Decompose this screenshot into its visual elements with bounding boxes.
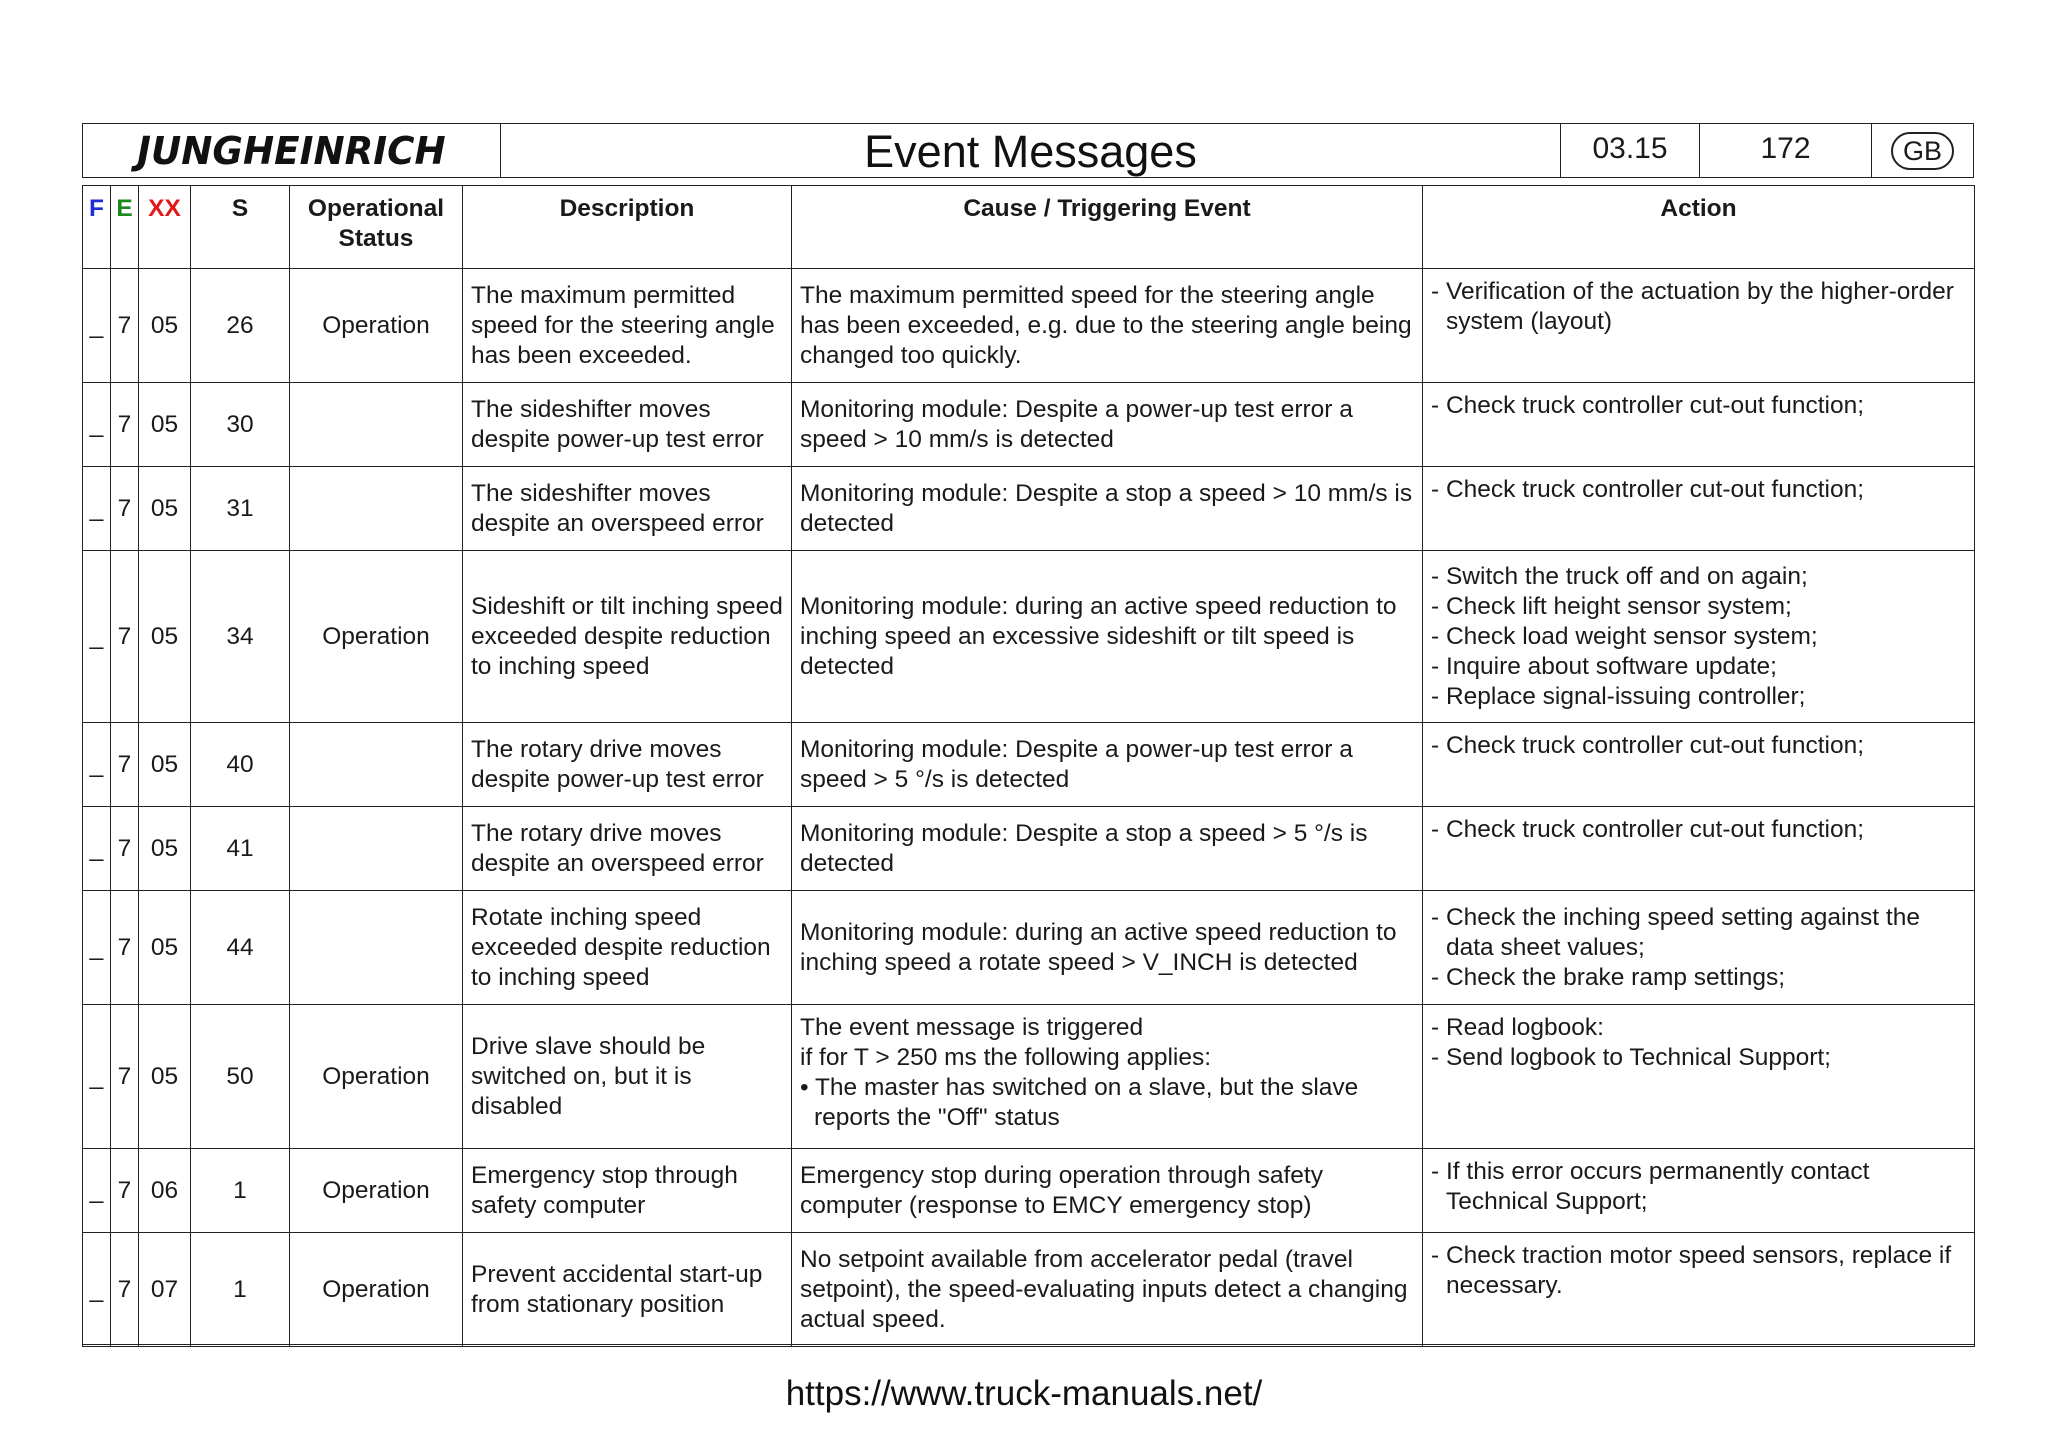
cell-xx: 05	[139, 467, 191, 551]
action-item: - Inquire about software update;	[1431, 652, 1777, 680]
cell-action	[1423, 1005, 1975, 1149]
table-row	[83, 1233, 1975, 1347]
table-row	[83, 383, 1975, 467]
cell-operational-status: Operation	[290, 551, 463, 723]
cell-cause: Monitoring module: Despite a stop a speed > 10 mm/s is detected	[792, 467, 1423, 551]
cell-cause: Monitoring module: Despite a stop a speed > 5 °/s is detected	[792, 807, 1423, 891]
action-item: - Check load weight sensor system;	[1431, 622, 1818, 650]
action-list	[1431, 391, 1966, 421]
cell-operational-status: Operation	[290, 1005, 463, 1149]
cell-f: _	[83, 723, 111, 807]
action-item: - Verification of the actuation by the higher-order system (layout)	[1431, 278, 1954, 335]
cell-description: The sideshifter moves despite power-up test error	[463, 383, 792, 467]
cell-e: 7	[111, 891, 139, 1005]
cell-e: 7	[111, 1149, 139, 1233]
column-header-s: S	[191, 186, 290, 269]
cell-e: 7	[111, 1233, 139, 1347]
cell-description: The sideshifter moves despite an overspeed error	[463, 467, 792, 551]
cell-operational-status: Operation	[290, 269, 463, 383]
action-item: - Check traction motor speed sensors, replace if necessary.	[1431, 1242, 1952, 1299]
table-row	[83, 467, 1975, 551]
column-header-operational-status: Operational Status	[290, 186, 463, 269]
logo-text: JUNGHEINRICH	[137, 128, 446, 173]
column-header-cause: Cause / Triggering Event	[792, 186, 1423, 269]
column-header-f: F	[83, 186, 111, 269]
cell-action	[1423, 891, 1975, 1005]
cell-cause: Monitoring module: during an active speed reduction to inching speed an excessive sideshift or tilt speed is detected	[792, 551, 1423, 723]
table-row	[83, 891, 1975, 1005]
cell-operational-status: Operation	[290, 1233, 463, 1347]
cell-xx: 07	[139, 1233, 191, 1347]
cell-xx: 05	[139, 891, 191, 1005]
action-list	[1431, 815, 1966, 845]
cell-s: 30	[191, 383, 290, 467]
cell-description: Emergency stop through safety computer	[463, 1149, 792, 1233]
cell-f: _	[83, 551, 111, 723]
action-item: - If this error occurs permanently contact Technical Support;	[1431, 1158, 1870, 1215]
cell-cause: Monitoring module: Despite a power-up test error a speed > 10 mm/s is detected	[792, 383, 1423, 467]
cell-e: 7	[111, 467, 139, 551]
cell-s: 44	[191, 891, 290, 1005]
action-item: - Check truck controller cut-out function;	[1431, 392, 1865, 419]
cell-description: Sideshift or tilt inching speed exceeded despite reduction to inching speed	[463, 551, 792, 723]
cell-e: 7	[111, 807, 139, 891]
table-row	[83, 723, 1975, 807]
cell-s: 40	[191, 723, 290, 807]
cell-cause	[792, 1005, 1423, 1149]
cell-cause: No setpoint available from accelerator pedal (travel setpoint), the speed-evaluating inputs detect a changing actual speed.	[792, 1233, 1423, 1347]
action-item: - Check truck controller cut-out function;	[1431, 476, 1865, 503]
action-item: - Check the inching speed setting against the data sheet values;	[1431, 903, 1920, 961]
cell-action	[1423, 723, 1975, 807]
cell-action	[1423, 269, 1975, 383]
page-header	[82, 123, 1974, 178]
cell-description: Prevent accidental start-up from stationary position	[463, 1233, 792, 1347]
cell-cause: The maximum permitted speed for the steering angle has been exceeded, e.g. due to the steering angle being changed too quickly.	[792, 269, 1423, 383]
table-row	[83, 269, 1975, 383]
cell-operational-status	[290, 383, 463, 467]
action-list	[1431, 1157, 1966, 1217]
cell-description: The rotary drive moves despite an overspeed error	[463, 807, 792, 891]
cell-cause: Emergency stop during operation through safety computer (response to EMCY emergency stop)	[792, 1149, 1423, 1233]
page-number: 172	[1700, 124, 1872, 177]
document-date: 03.15	[1561, 124, 1700, 177]
cause-line: if for T > 250 ms the following applies:	[800, 1044, 1212, 1071]
table-row	[83, 551, 1975, 723]
cell-description: The maximum permitted speed for the steering angle has been exceeded.	[463, 269, 792, 383]
cell-operational-status	[290, 723, 463, 807]
column-header-action: Action	[1423, 186, 1975, 269]
cell-action	[1423, 383, 1975, 467]
cell-e: 7	[111, 1005, 139, 1149]
cell-operational-status: Operation	[290, 1149, 463, 1233]
cell-operational-status	[290, 467, 463, 551]
cell-s: 34	[191, 551, 290, 723]
cell-f: _	[83, 269, 111, 383]
cell-xx: 05	[139, 551, 191, 723]
action-list	[1431, 562, 1966, 712]
language-code: GB	[1891, 132, 1954, 170]
action-item: - Read logbook:	[1431, 1014, 1604, 1041]
cell-action	[1423, 467, 1975, 551]
cell-action	[1423, 1149, 1975, 1233]
cell-xx: 05	[139, 807, 191, 891]
column-header-xx: XX	[139, 186, 191, 269]
cell-description: The rotary drive moves despite power-up test error	[463, 723, 792, 807]
cause-line: The event message is triggered	[800, 1014, 1144, 1041]
cell-e: 7	[111, 383, 139, 467]
company-logo	[83, 124, 501, 177]
cell-operational-status	[290, 807, 463, 891]
cell-s: 41	[191, 807, 290, 891]
cause-bullet: • The master has switched on a slave, but the slave reports the "Off" status	[800, 1074, 1359, 1131]
cell-e: 7	[111, 269, 139, 383]
cell-action	[1423, 1233, 1975, 1347]
cell-xx: 05	[139, 723, 191, 807]
cell-action	[1423, 551, 1975, 723]
table-header-row	[83, 186, 1975, 269]
cell-cause: Monitoring module: during an active speed reduction to inching speed a rotate speed > V_INCH is detected	[792, 891, 1423, 1005]
action-item: - Check truck controller cut-out function;	[1431, 732, 1865, 759]
cell-f: _	[83, 891, 111, 1005]
action-list	[1431, 277, 1966, 337]
table-row	[83, 1149, 1975, 1233]
cell-cause: Monitoring module: Despite a power-up test error a speed > 5 °/s is detected	[792, 723, 1423, 807]
cell-xx: 05	[139, 1005, 191, 1149]
cell-xx: 06	[139, 1149, 191, 1233]
action-list	[1431, 1241, 1966, 1301]
table-row	[83, 1005, 1975, 1149]
action-item: - Replace signal-issuing controller;	[1431, 682, 1806, 710]
action-item: - Switch the truck off and on again;	[1431, 562, 1808, 590]
cell-f: _	[83, 1149, 111, 1233]
cell-description: Drive slave should be switched on, but it is disabled	[463, 1005, 792, 1149]
action-list	[1431, 1013, 1966, 1073]
column-header-description: Description	[463, 186, 792, 269]
action-list	[1431, 903, 1966, 993]
cell-f: _	[83, 383, 111, 467]
action-list	[1431, 731, 1966, 761]
cell-f: _	[83, 1233, 111, 1347]
cell-s: 50	[191, 1005, 290, 1149]
cell-f: _	[83, 1005, 111, 1149]
cell-e: 7	[111, 723, 139, 807]
cell-description: Rotate inching speed exceeded despite reduction to inching speed	[463, 891, 792, 1005]
column-header-e: E	[111, 186, 139, 269]
cell-s: 26	[191, 269, 290, 383]
cell-s: 1	[191, 1149, 290, 1233]
cell-action	[1423, 807, 1975, 891]
cell-e: 7	[111, 551, 139, 723]
action-item: - Check truck controller cut-out function;	[1431, 816, 1865, 843]
action-item: - Check the brake ramp settings;	[1431, 963, 1786, 991]
footer-divider	[82, 1344, 1974, 1345]
cell-s: 1	[191, 1233, 290, 1347]
cell-xx: 05	[139, 383, 191, 467]
action-item: - Send logbook to Technical Support;	[1431, 1044, 1831, 1071]
footer-url: https://www.truck-manuals.net/	[785, 1374, 1263, 1413]
cell-xx: 05	[139, 269, 191, 383]
action-list	[1431, 475, 1966, 505]
cell-s: 31	[191, 467, 290, 551]
cell-f: _	[83, 467, 111, 551]
page-title: Event Messages	[501, 124, 1561, 177]
cell-operational-status	[290, 891, 463, 1005]
cell-f: _	[83, 807, 111, 891]
event-messages-table	[82, 185, 1975, 1347]
language-badge	[1872, 124, 1973, 177]
table-row	[83, 807, 1975, 891]
action-item: - Check lift height sensor system;	[1431, 592, 1792, 620]
